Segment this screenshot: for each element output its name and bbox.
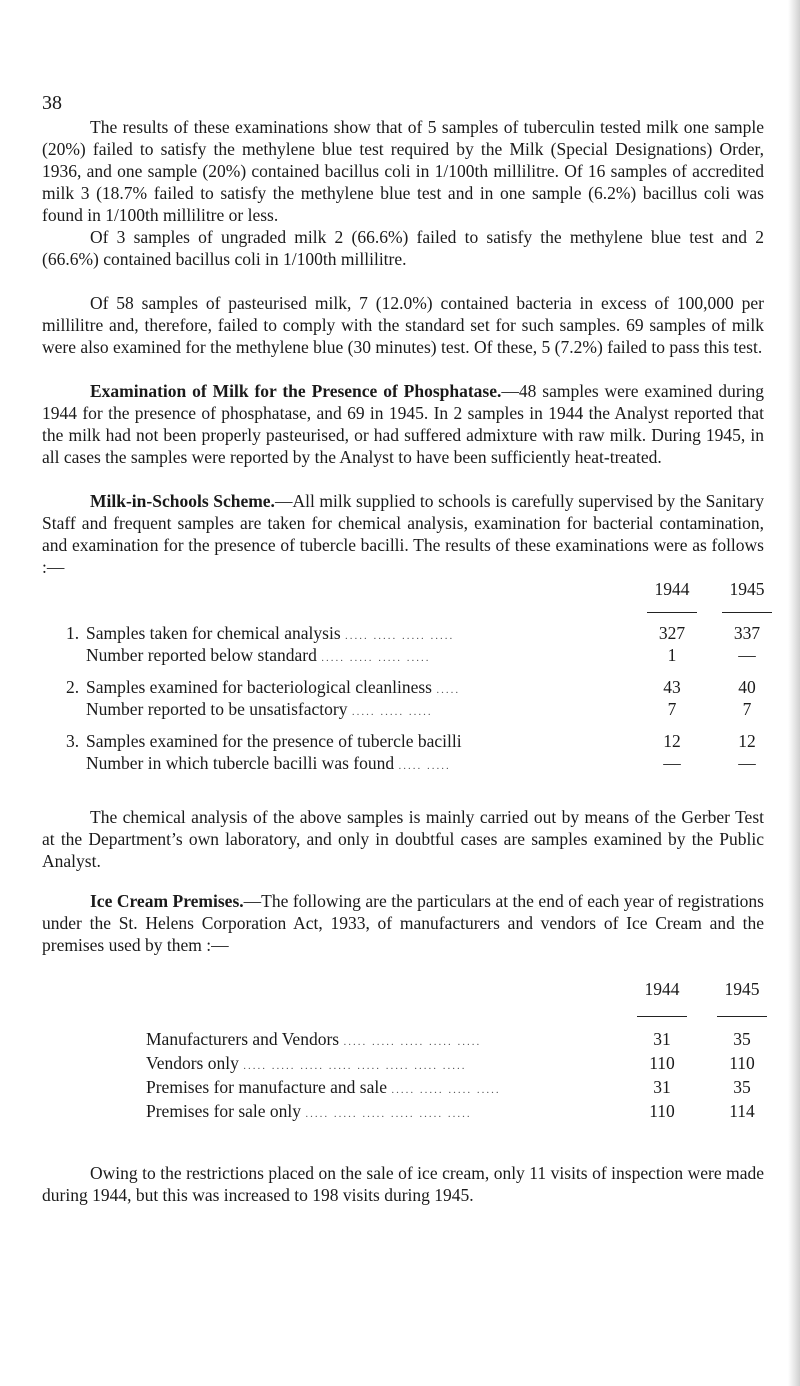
table-row [42, 730, 764, 752]
icecream-table-header [42, 978, 764, 1000]
schools-heading: Milk-in-Schools Scheme. [90, 491, 275, 511]
table-row [42, 1076, 764, 1098]
table-row [42, 644, 764, 666]
table-row [42, 1052, 764, 1074]
paragraph-chemical-analysis: The chemical analysis of the above samples is mainly carried out by means of the Gerber Test at the Department’s own laboratory, and only in doubtful cases are samples examined by the Public Analyst. [42, 807, 764, 871]
row-number: 1. [66, 623, 80, 643]
row-value-1944: 31 [653, 1077, 671, 1097]
phosphatase-heading: Examination of Milk for the Presence of Phosphatase. [90, 381, 502, 401]
icecream-rule-1945 [717, 1016, 767, 1017]
paragraph-icecream [42, 890, 764, 956]
schools-text: —All milk supplied to schools is carefully supervised by the Sanitary Staff and frequent samples are taken for chemical analysis, examination for bacterial contamination, and examination for the presence of tubercle bacilli. The results of these examinations were as follows :— [42, 491, 764, 577]
paragraph-schools [42, 490, 764, 578]
row-label: Samples examined for bacteriological cleanliness ..... [86, 677, 461, 697]
row-value-1944: 1 [667, 645, 677, 665]
row-value-1944: 12 [663, 731, 681, 751]
table-row [42, 752, 764, 774]
icecream-table [42, 978, 764, 1121]
row-value-1945: 12 [738, 731, 756, 751]
icecream-col-1944: 1944 [644, 979, 680, 999]
row-number: 3. [66, 731, 80, 751]
row-value-1945: 35 [733, 1077, 751, 1097]
row-label: Manufacturers and Vendors ..... ..... ..... ..... ..... [146, 1029, 482, 1049]
phosphatase-text: —48 samples were examined during 1944 for the presence of phosphatase, and 69 in 1945. In 2 samples in 1944 the Analyst reported that the milk had not been properly pasteurised, or had suffered admixture with raw milk. During 1945, in all cases the samples were reported by the Analyst to have been sufficiently heat-treated. [42, 381, 764, 467]
row-label: Premises for sale only ..... ..... ..... ..... ..... ..... [146, 1101, 472, 1121]
table-row [42, 698, 764, 720]
row-value-1945: 110 [729, 1053, 755, 1073]
row-number: 2. [66, 677, 80, 697]
row-label: Premises for manufacture and sale ..... ..... ..... ..... [146, 1077, 501, 1097]
schools-rule-1944 [647, 612, 697, 613]
paragraph-phosphatase [42, 380, 764, 468]
row-label: Number reported below standard ..... ..... ..... ..... [86, 645, 431, 665]
row-value-1944: 7 [667, 699, 677, 719]
row-value-1944: — [663, 753, 681, 773]
table-row [42, 622, 764, 644]
paragraph-inspection-visits: Owing to the restrictions placed on the sale of ice cream, only 11 visits of inspection were made during 1944, but this was increased to 198 visits during 1945. [42, 1163, 764, 1205]
schools-col-1945: 1945 [729, 579, 765, 599]
paragraph-ungraded: Of 3 samples of ungraded milk 2 (66.6%) failed to satisfy the methylene blue test and 2 (66.6%) contained bacillus coli in 1/100th millilitre. [42, 227, 764, 269]
row-value-1945: 40 [738, 677, 756, 697]
row-value-1944: 31 [653, 1029, 671, 1049]
row-value-1945: 114 [729, 1101, 755, 1121]
icecream-heading: Ice Cream Premises. [90, 891, 244, 911]
icecream-col-1945: 1945 [724, 979, 760, 999]
schools-table [42, 578, 765, 773]
row-value-1944: 327 [658, 623, 686, 643]
row-value-1945: 337 [733, 623, 761, 643]
row-value-1944: 110 [649, 1053, 675, 1073]
row-label: Samples taken for chemical analysis ..... ..... ..... ..... [86, 623, 455, 643]
row-value-1945: — [738, 645, 756, 665]
schools-rule-1945 [722, 612, 772, 613]
row-label: Number in which tubercle bacilli was found ..... ..... [86, 753, 451, 773]
schools-table-header [42, 578, 764, 600]
icecream-text: —The following are the particulars at the end of each year of registrations under the St. Helens Corporation Act, 1933, of manufacturers and vendors of Ice Cream and the premises used by them :— [42, 891, 764, 955]
row-label: Samples examined for the presence of tubercle bacilli [86, 731, 462, 751]
icecream-rule-1944 [637, 1016, 687, 1017]
table-row [42, 676, 764, 698]
paragraph-pasteurised: Of 58 samples of pasteurised milk, 7 (12.0%) contained bacteria in excess of 100,000 per millilitre and, therefore, failed to comply with the standard set for such samples. 69 samples of milk were also examined for the methylene blue (30 minutes) test. Of these, 5 (7.2%) failed to pass this test. [42, 293, 764, 357]
row-value-1944: 110 [649, 1101, 675, 1121]
row-value-1944: 43 [663, 677, 681, 697]
paragraph-tuberculin: The results of these examinations show that of 5 samples of tuberculin tested milk one sample (20%) failed to satisfy the methylene blue test required by the Milk (Special Designations) Order, 1936, and one sample (20%) contained bacillus coli in 1/100th millilitre. Of 16 samples of accredited milk 3 (18.7% failed to satisfy the methylene blue test and in one sample (6.2%) bacillus coli was found in 1/100th millilitre or less. [42, 117, 764, 225]
page-number: 38 [42, 92, 62, 114]
row-value-1945: — [738, 753, 756, 773]
row-label: Vendors only ..... ..... ..... ..... ..... ..... ..... ..... [146, 1053, 467, 1073]
row-value-1945: 35 [733, 1029, 751, 1049]
table-row [42, 1100, 764, 1122]
schools-col-1944: 1944 [654, 579, 690, 599]
page-edge-shadow [788, 0, 800, 1386]
table-row [42, 1028, 764, 1050]
row-value-1945: 7 [742, 699, 752, 719]
row-label: Number reported to be unsatisfactory ..... ..... ..... [86, 699, 433, 719]
